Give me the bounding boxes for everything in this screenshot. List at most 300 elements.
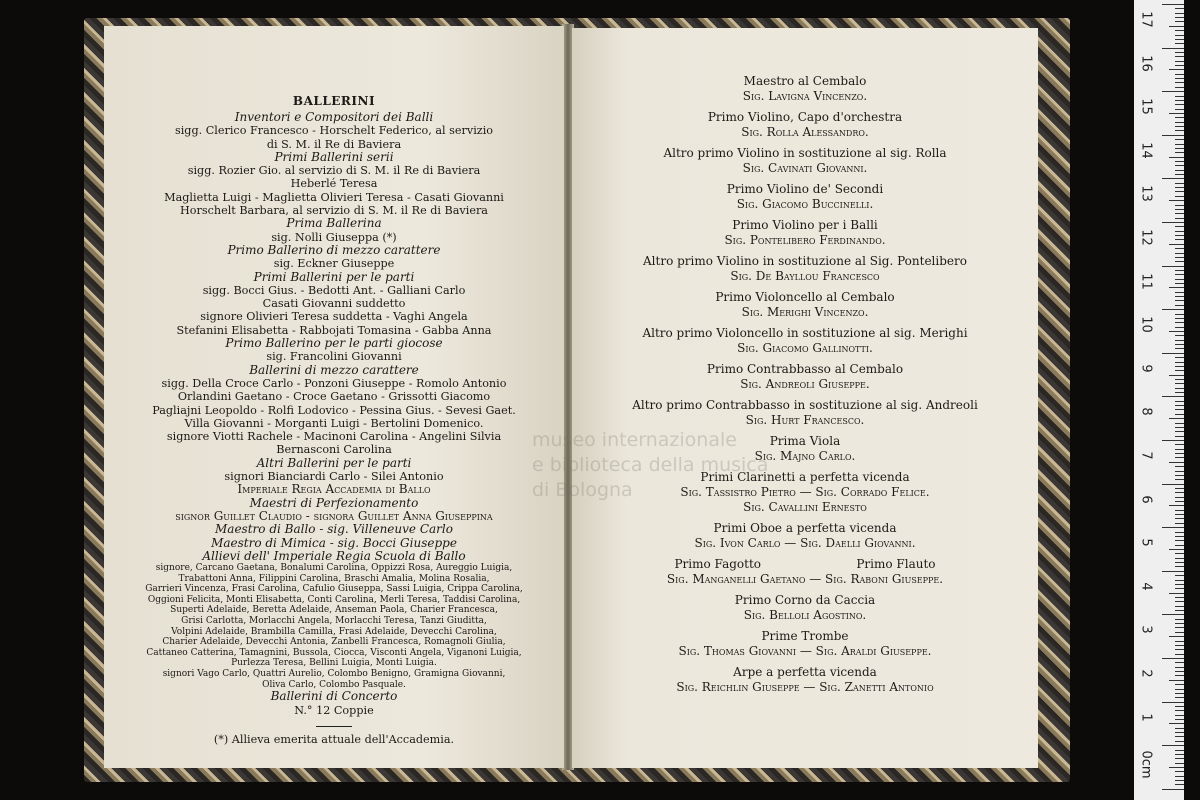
ruler-tick: [1175, 610, 1184, 611]
ruler-tick: [1175, 514, 1184, 515]
ruler-number: 4: [1138, 582, 1154, 591]
text-line: sigg. Della Croce Carlo - Ponzoni Giuseppe - Romolo Antonio: [161, 376, 507, 390]
performer-name: Sig. Manganelli Gaetano — Sig. Raboni Giuseppe.: [666, 572, 944, 586]
performer-name: Sig. Andreoli Giuseppe.: [740, 377, 870, 391]
ruler-tick: [1175, 87, 1184, 88]
ruler-tick: [1175, 558, 1184, 559]
ruler-tick: [1175, 597, 1184, 598]
ruler-tick: [1175, 344, 1184, 345]
ruler-tick: [1175, 74, 1184, 75]
ruler-tick: [1175, 300, 1184, 301]
ruler-tick: [1175, 431, 1184, 432]
performer-name: Sig. Pontelibero Ferdinando.: [724, 233, 886, 247]
ruler-tick: [1175, 501, 1184, 502]
text-line: Bernasconi Carolina: [276, 443, 392, 457]
text-line: Altri Ballerini per le parti: [256, 455, 412, 470]
watermark-line: museo internazionale: [532, 429, 737, 451]
ruler-number: 16: [1138, 54, 1154, 72]
ruler-tick: [1169, 69, 1184, 70]
text-line: Trabattoni Anna, Filippini Carolina, Braschi Amalia, Molina Rosalia,: [178, 573, 490, 584]
ruler-tick: [1162, 309, 1184, 310]
text-line: Volpini Adelaide, Brambilla Camilla, Frasi Adelaide, Devecchi Carolina,: [171, 626, 497, 637]
ruler-tick: [1175, 497, 1184, 498]
ruler-tick: [1175, 388, 1184, 389]
ruler-tick: [1175, 715, 1184, 716]
ruler-tick: [1175, 784, 1184, 785]
ruler-tick: [1175, 335, 1184, 336]
ruler-tick: [1175, 667, 1184, 668]
text-line: Imperiale Regia Accademia di Ballo: [237, 482, 431, 497]
text-line: Ballerini di mezzo carattere: [249, 362, 419, 377]
performer-name: Sig. Belloli Agostino.: [743, 608, 867, 622]
ruler-tick: [1175, 623, 1184, 624]
ruler-tick: [1175, 296, 1184, 297]
role-label: Altro primo Violoncello in sostituzione al sig. Merighi: [642, 326, 968, 340]
right-page: [572, 28, 1038, 768]
text-line: Horschelt Barbara, al servizio di S. M. il Re di Baviera: [180, 204, 488, 218]
left-page: [104, 26, 564, 768]
ruler-tick: [1175, 261, 1184, 262]
text-line: Charier Adelaide, Devecchi Antonia, Zanbelli Francesca, Romagnoli Giulia,: [162, 637, 506, 648]
text-line: Primi Ballerini per le parti: [253, 269, 415, 284]
ruler-tick: [1175, 30, 1184, 31]
ruler-number: 5: [1138, 538, 1154, 547]
ruler-tick: [1175, 401, 1184, 402]
performer-name: Sig. Ivon Carlo — Sig. Daelli Giovanni.: [694, 536, 916, 550]
ruler-tick: [1175, 314, 1184, 315]
text-line: Maestri di Perfezionamento: [249, 495, 419, 510]
ruler-tick: [1175, 17, 1184, 18]
role-label: Prima Viola: [769, 434, 841, 448]
orchestra-entry: [572, 290, 1038, 320]
ruler-tick: [1162, 222, 1184, 223]
ruler-tick: [1175, 318, 1184, 319]
ruler-tick: [1162, 266, 1184, 267]
ruler-number: 0cm: [1138, 750, 1154, 779]
ruler-tick: [1169, 593, 1184, 594]
ruler-tick: [1175, 706, 1184, 707]
ruler-tick: [1169, 244, 1184, 245]
ruler-tick: [1175, 588, 1184, 589]
text-line: Orlandini Gaetano - Croce Gaetano - Grissotti Giacomo: [177, 390, 491, 404]
ruler-tick: [1175, 35, 1184, 36]
ruler-tick: [1175, 100, 1184, 101]
ruler-tick: [1175, 449, 1184, 450]
ruler-tick: [1162, 614, 1184, 615]
text-line: Oggioni Felicita, Monti Elisabetta, Conti Carolina, Merli Teresa, Taddisi Carolina,: [147, 594, 521, 605]
left-page-text: [104, 94, 564, 746]
ruler-tick: [1175, 348, 1184, 349]
ruler-tick: [1175, 152, 1184, 153]
ruler-tick: [1175, 379, 1184, 380]
ruler-tick: [1175, 619, 1184, 620]
text-line: Maestro di Ballo - sig. Villeneuve Carlo: [215, 522, 453, 537]
text-line: Oliva Carlo, Colombo Pasquale.: [262, 679, 406, 690]
role-label: Primo Fagotto Primo Flauto: [674, 557, 936, 571]
performer-name: Sig. Rolla Alessandro.: [741, 125, 869, 139]
ruler-number: 13: [1138, 185, 1154, 203]
ruler-tick: [1175, 492, 1184, 493]
ruler-tick: [1175, 457, 1184, 458]
ruler-tick: [1175, 96, 1184, 97]
ruler-tick: [1162, 745, 1184, 746]
ruler-tick: [1175, 130, 1184, 131]
ruler-tick: [1175, 471, 1184, 472]
text-line: sigg. Rozier Gio. al servizio di S. M. il Re di Baviera: [187, 164, 481, 178]
text-line: Purlezza Teresa, Bellini Luigia, Monti Luigia.: [231, 658, 437, 669]
ruler-tick: [1175, 606, 1184, 607]
ruler-tick: [1175, 662, 1184, 663]
watermark-line: e biblioteca della musica: [532, 454, 769, 476]
text-line: Grisi Carlotta, Morlacchi Angela, Morlacchi Teresa, Tanzi Giuditta,: [181, 616, 487, 627]
ruler-tick: [1175, 540, 1184, 541]
text-line: N.° 12 Coppie: [294, 703, 374, 717]
performer-name: Sig. Merighi Vincenzo.: [741, 305, 869, 319]
ruler-tick: [1175, 780, 1184, 781]
ruler-tick: [1175, 61, 1184, 62]
ruler-tick: [1175, 645, 1184, 646]
ruler-tick: [1175, 649, 1184, 650]
ruler-tick: [1175, 213, 1184, 214]
ruler-tick: [1175, 693, 1184, 694]
ruler-tick: [1175, 122, 1184, 123]
ruler-tick: [1175, 453, 1184, 454]
orchestra-entry: [572, 146, 1038, 176]
ruler-tick: [1175, 161, 1184, 162]
orchestra-entry: [572, 629, 1038, 659]
ruler-tick: [1175, 510, 1184, 511]
text-line: Stefanini Elisabetta - Rabbojati Tomasina - Gabba Anna: [176, 323, 492, 337]
ruler-tick: [1175, 274, 1184, 275]
orchestra-entry: [572, 665, 1038, 695]
text-line: Ballerini di Concerto: [270, 689, 398, 704]
performer-name: Sig. Lavigna Vincenzo.: [742, 89, 868, 103]
ruler-tick: [1175, 710, 1184, 711]
ruler-tick: [1175, 750, 1184, 751]
role-label: Altro primo Contrabbasso in sostituzione al sig. Andreoli: [632, 398, 978, 412]
performer-name: Sig. De Bayllou Francesco: [730, 269, 880, 283]
text-line: Primo Ballerino per le parti giocose: [225, 336, 443, 351]
text-line: Pagliajni Leopoldo - Rolfi Lodovico - Pessina Gius. - Sevesi Gaet.: [152, 403, 516, 417]
ruler-tick: [1175, 383, 1184, 384]
role-label: Primi Oboe a perfetta vicenda: [713, 521, 897, 535]
ruler-tick: [1175, 562, 1184, 563]
ruler-number: 3: [1138, 625, 1154, 635]
ruler-number: 7: [1138, 451, 1154, 460]
ruler-tick: [1175, 322, 1184, 323]
ruler-tick: [1175, 405, 1184, 406]
ruler-tick: [1169, 723, 1184, 724]
text-line: signore Viotti Rachele - Macinoni Carolina - Angelini Silvia: [166, 430, 502, 444]
role-label: Primo Corno da Caccia: [734, 593, 876, 607]
performer-name: Sig. Giacomo Gallinotti.: [737, 341, 873, 355]
ruler-tick: [1175, 566, 1184, 567]
ruler-tick: [1175, 475, 1184, 476]
performer-name: Sig. Giacomo Buccinelli.: [736, 197, 874, 211]
text-line: sig. Eckner Giuseppe: [273, 257, 395, 271]
ruler-tick: [1175, 56, 1184, 57]
ruler-tick: [1175, 218, 1184, 219]
text-line: Maestro di Mimica - sig. Bocci Giuseppe: [211, 535, 457, 550]
text-line: Garrieri Vincenza, Frasi Carolina, Cafulio Giuseppa, Sassi Luigia, Crippa Carolina,: [145, 584, 523, 595]
ruler-tick: [1175, 13, 1184, 14]
text-line: Maglietta Luigi - Maglietta Olivieri Teresa - Casati Giovanni: [164, 190, 504, 204]
ruler-tick: [1175, 671, 1184, 672]
text-line: signor Guillet Claudio - signora Guillet Anna Giuseppina: [175, 508, 493, 523]
orchestra-entry: [572, 398, 1038, 428]
ruler-tick: [1162, 571, 1184, 572]
orchestra-entry: [572, 74, 1038, 104]
orchestra-entry: [572, 362, 1038, 392]
orchestra-entry: [572, 470, 1038, 515]
orchestra-entry: [572, 434, 1038, 464]
ruler-tick: [1175, 117, 1184, 118]
ruler-tick: [1169, 680, 1184, 681]
ruler-tick: [1175, 776, 1184, 777]
orchestra-entry: [572, 557, 1038, 587]
orchestra-entry: [572, 182, 1038, 212]
ruler-tick: [1175, 170, 1184, 171]
ruler-tick: [1175, 627, 1184, 628]
orchestra-entry: [572, 218, 1038, 248]
ruler-tick: [1175, 675, 1184, 676]
ruler-tick: [1175, 684, 1184, 685]
ruler-tick: [1175, 78, 1184, 79]
text-line: Allievi dell' Imperiale Regia Scuola di Ballo: [202, 548, 466, 563]
ruler-tick: [1175, 732, 1184, 733]
ruler-tick: [1169, 331, 1184, 332]
role-label: Altro primo Violino in sostituzione al Sig. Pontelibero: [643, 254, 967, 268]
text-line: Primi Ballerini serii: [274, 149, 394, 164]
ruler-tick: [1175, 518, 1184, 519]
right-page-text: [572, 74, 1038, 701]
ruler-tick: [1175, 270, 1184, 271]
ruler-tick: [1175, 126, 1184, 127]
role-label: Altro primo Violino in sostituzione al sig. Rolla: [663, 146, 947, 160]
watermark-line: di Bologna: [532, 479, 633, 501]
ruler-tick: [1175, 144, 1184, 145]
ruler-tick: [1175, 109, 1184, 110]
ruler-tick: [1175, 327, 1184, 328]
ruler-tick: [1175, 148, 1184, 149]
ruler-tick: [1175, 423, 1184, 424]
ruler-tick: [1175, 545, 1184, 546]
ruler-tick: [1169, 767, 1184, 768]
ruler-tick: [1169, 505, 1184, 506]
text-line: Heberlé Teresa: [290, 177, 378, 191]
ruler-tick: [1175, 248, 1184, 249]
text-line: Inventori e Compositori dei Balli: [234, 110, 434, 124]
ruler-tick: [1175, 414, 1184, 415]
text-line: sig. Nolli Giuseppa (*): [271, 230, 397, 244]
role-label: Prime Trombe: [761, 629, 849, 643]
ruler-tick: [1175, 741, 1184, 742]
ruler-tick: [1175, 226, 1184, 227]
role-label: Primo Violino per i Balli: [732, 218, 878, 232]
ruler-tick: [1169, 200, 1184, 201]
role-label: Primo Violoncello al Cembalo: [715, 290, 895, 304]
footnote: (*) Allieva emerita attuale dell'Accademia.: [213, 732, 455, 746]
ruler-tick: [1175, 488, 1184, 489]
text-line: di S. M. il Re di Baviera: [266, 137, 402, 151]
text-line: sig. Francolini Giovanni: [266, 350, 402, 364]
ruler-tick: [1175, 754, 1184, 755]
ruler-tick: [1175, 584, 1184, 585]
ruler-number: 12: [1138, 229, 1154, 246]
ruler-tick: [1169, 157, 1184, 158]
ruler-tick: [1175, 479, 1184, 480]
performer-name: Sig. Reichlin Giuseppe — Sig. Zanetti Antonio: [676, 680, 934, 694]
text-line: Cattaneo Catterina, Tamagnini, Bussola, Ciocca, Visconti Angela, Viganoni Luigia,: [146, 647, 522, 658]
role-label: Primo Contrabbasso al Cembalo: [706, 362, 904, 376]
role-label: Primo Violino de' Secondi: [726, 182, 884, 196]
ruler-tick: [1175, 340, 1184, 341]
ruler-tick: [1169, 462, 1184, 463]
ruler-tick: [1175, 52, 1184, 53]
text-line: sigg. Bocci Gius. - Bedotti Ant. - Galliani Carlo: [202, 283, 466, 297]
ruler-tick: [1169, 636, 1184, 637]
ruler-tick: [1175, 305, 1184, 306]
ruler-tick: [1175, 231, 1184, 232]
ruler-tick: [1175, 205, 1184, 206]
ruler-tick: [1175, 366, 1184, 367]
ruler-tick: [1175, 532, 1184, 533]
ruler-tick: [1162, 527, 1184, 528]
text-line: Prima Ballerina: [286, 216, 382, 231]
performer-name: Sig. Thomas Giovanni — Sig. Araldi Giuseppe.: [678, 644, 932, 658]
ruler-tick: [1175, 409, 1184, 410]
performer-name: Sig. Hurt Francesco.: [745, 413, 865, 427]
ruler-number: 8: [1138, 407, 1154, 417]
ruler-tick: [1175, 758, 1184, 759]
ruler-tick: [1175, 654, 1184, 655]
ruler-tick: [1175, 523, 1184, 524]
ruler-tick: [1175, 466, 1184, 467]
ruler-tick: [1175, 139, 1184, 140]
text-line: signore Olivieri Teresa suddetta - Vaghi Angela: [200, 310, 468, 324]
ruler-tick: [1175, 174, 1184, 175]
ruler-tick: [1162, 789, 1184, 790]
orchestra-entry: [572, 110, 1038, 140]
text-line: Casati Giovanni suddetto: [262, 297, 406, 311]
ruler-tick: [1162, 135, 1184, 136]
ruler-tick: [1175, 553, 1184, 554]
performer-name: Sig. Tassistro Pietro — Sig. Corrado Felice.: [680, 485, 930, 499]
text-line: Superti Adelaide, Beretta Adelaide, Anseman Paola, Charier Francesca,: [170, 605, 498, 616]
divider: [316, 726, 352, 727]
text-line: signori Bianciardi Carlo - Silei Antonio: [224, 470, 444, 484]
ruler-number: 17: [1138, 11, 1154, 28]
ruler-tick: [1175, 183, 1184, 184]
text-line: Primo Ballerino di mezzo carattere: [227, 242, 441, 257]
ruler-tick: [1175, 279, 1184, 280]
orchestra-entry: [572, 521, 1038, 551]
ruler-tick: [1175, 601, 1184, 602]
ruler-number: 10: [1138, 316, 1154, 333]
ruler-tick: [1162, 484, 1184, 485]
ruler-number: 9: [1138, 364, 1154, 373]
ruler-tick: [1175, 632, 1184, 633]
ruler-tick: [1175, 575, 1184, 576]
ruler-tick: [1169, 287, 1184, 288]
ruler-tick: [1162, 658, 1184, 659]
ruler-tick: [1162, 91, 1184, 92]
ruler-tick: [1175, 697, 1184, 698]
ruler-number: 1: [1138, 712, 1154, 722]
performer-name: Sig. Majno Carlo.: [754, 449, 856, 463]
ruler-tick: [1175, 436, 1184, 437]
ruler-tick: [1175, 536, 1184, 537]
text-line: sigg. Clerico Francesco - Horschelt Federico, al servizio: [174, 124, 494, 138]
ruler-tick: [1175, 771, 1184, 772]
performer-name: Sig. Cavinati Giovanni.: [742, 161, 868, 175]
role-label: Maestro al Cembalo: [743, 74, 867, 88]
ruler-tick: [1175, 392, 1184, 393]
measuring-ruler: [1134, 0, 1184, 800]
ruler-tick: [1175, 104, 1184, 105]
ruler-tick: [1175, 362, 1184, 363]
ruler-tick: [1169, 26, 1184, 27]
ruler-tick: [1175, 165, 1184, 166]
ruler-number: 11: [1138, 272, 1154, 290]
ruler-tick: [1175, 580, 1184, 581]
text-line: Villa Giovanni - Morganti Luigi - Bertolini Domenico.: [184, 416, 484, 430]
ruler-tick: [1175, 209, 1184, 210]
ruler-number: 14: [1138, 142, 1154, 159]
ruler-tick: [1175, 283, 1184, 284]
orchestra-entry: [572, 593, 1038, 623]
ruler-tick: [1175, 43, 1184, 44]
ruler-tick: [1169, 549, 1184, 550]
ruler-number: 6: [1138, 494, 1154, 504]
ruler-tick: [1169, 113, 1184, 114]
ruler-tick: [1169, 418, 1184, 419]
ruler-tick: [1175, 253, 1184, 254]
ruler-tick: [1175, 357, 1184, 358]
ruler-tick: [1175, 370, 1184, 371]
performer-name: Sig. Cavallini Ernesto: [743, 500, 867, 514]
ruler-tick: [1169, 375, 1184, 376]
ruler-tick: [1162, 396, 1184, 397]
text-line: signore, Carcano Gaetana, Bonalumi Carolina, Oppizzi Rosa, Aureggio Luigia,: [155, 563, 513, 574]
orchestra-entry: [572, 326, 1038, 356]
ruler-tick: [1175, 719, 1184, 720]
role-label: Primo Violino, Capo d'orchestra: [707, 110, 903, 124]
ruler-tick: [1175, 235, 1184, 236]
ruler-tick: [1175, 191, 1184, 192]
ruler-tick: [1162, 440, 1184, 441]
ruler-tick: [1175, 292, 1184, 293]
ruler-tick: [1175, 8, 1184, 9]
ruler-tick: [1175, 65, 1184, 66]
role-label: Arpe a perfetta vicenda: [733, 665, 877, 679]
ruler-tick: [1175, 239, 1184, 240]
ruler-tick: [1175, 641, 1184, 642]
role-label: Primi Clarinetti a perfetta vicenda: [700, 470, 910, 484]
ruler-tick: [1175, 39, 1184, 40]
ruler-tick: [1175, 736, 1184, 737]
page-title: BALLERINI: [292, 94, 376, 108]
ruler-tick: [1162, 353, 1184, 354]
ruler-tick: [1162, 702, 1184, 703]
ruler-tick: [1162, 178, 1184, 179]
ruler-tick: [1175, 82, 1184, 83]
ruler-tick: [1175, 763, 1184, 764]
ruler-tick: [1175, 689, 1184, 690]
ruler-tick: [1175, 21, 1184, 22]
ruler-tick: [1175, 728, 1184, 729]
ruler-tick: [1175, 187, 1184, 188]
